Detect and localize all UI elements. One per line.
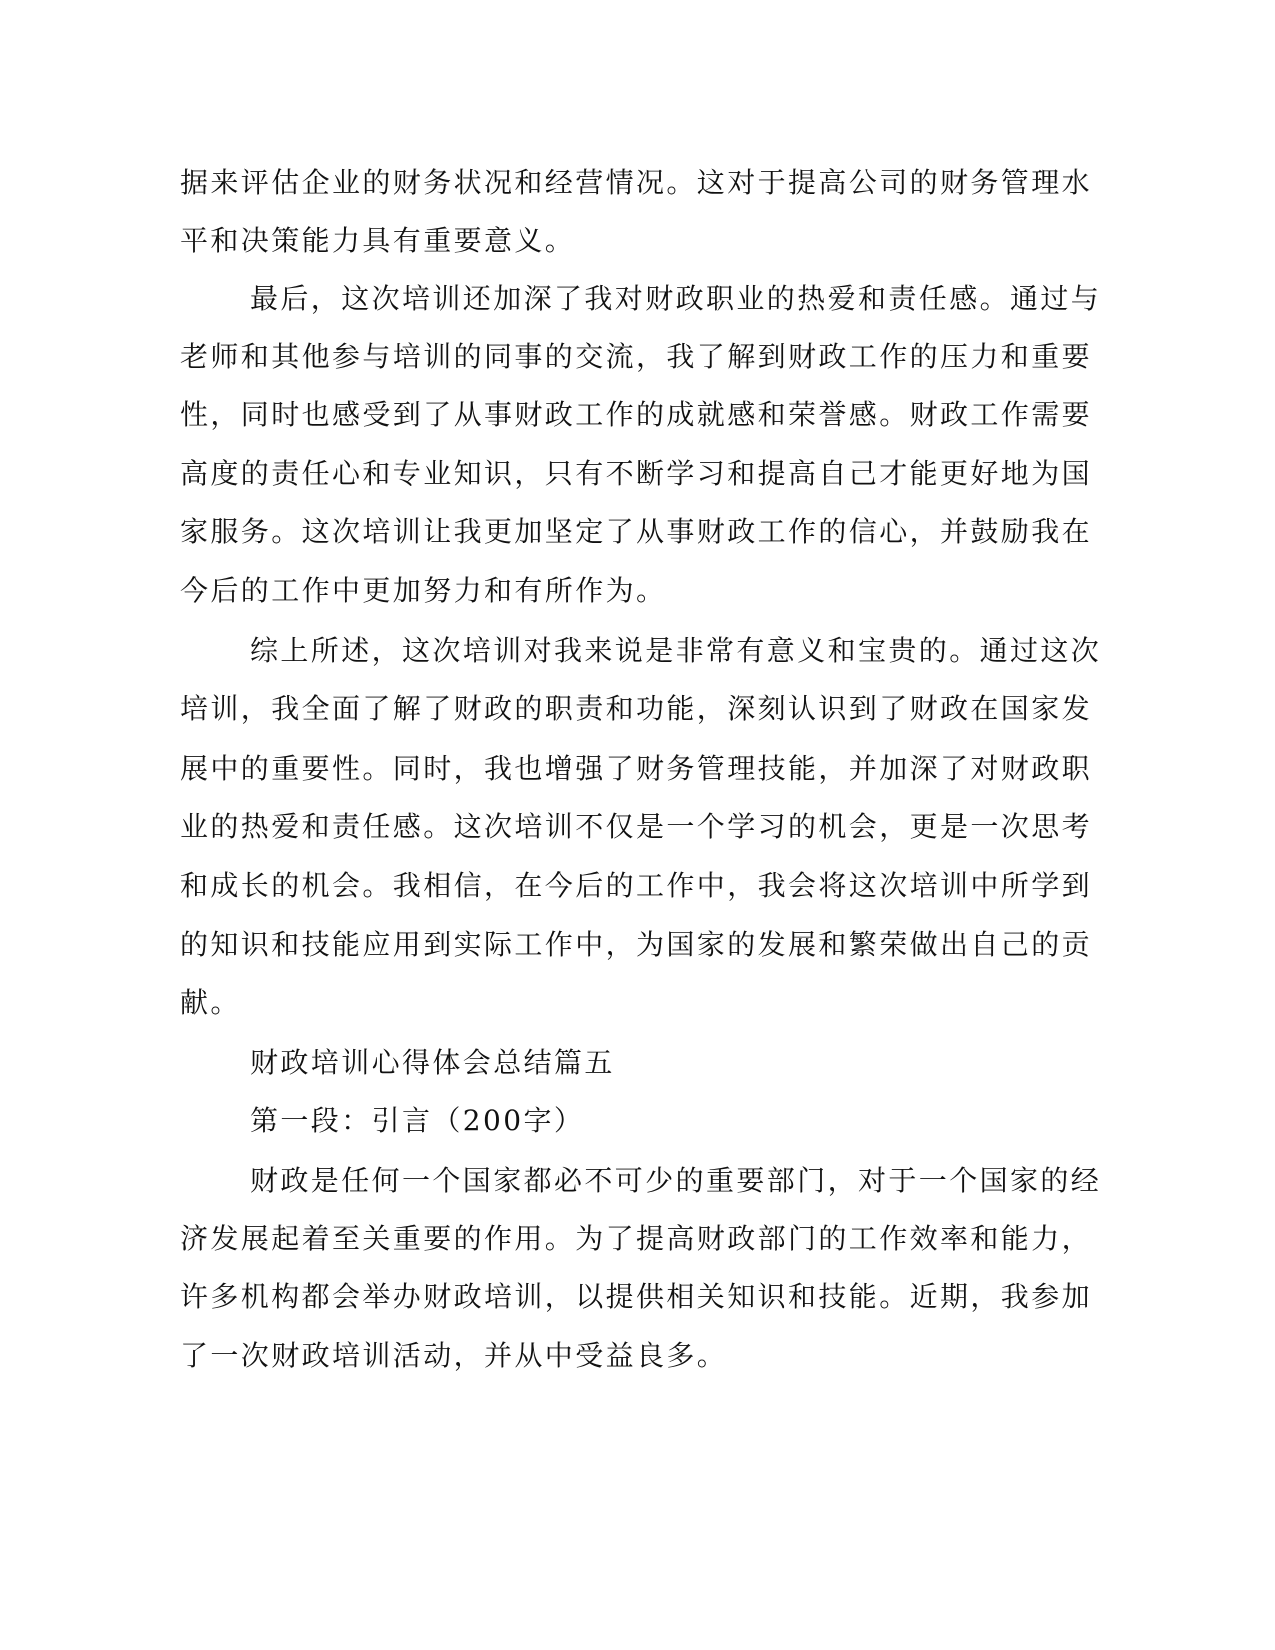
paragraph-first-line: 综上所述，这次培训对我来说是非常有意义和宝贵的。通过这次 — [250, 634, 1102, 667]
text-line: 家服务。这次培训让我更加坚定了从事财政工作的信心，并鼓励我在 — [180, 515, 1093, 548]
text-line: 的知识和技能应用到实际工作中，为国家的发展和繁荣做出自己的贡 — [180, 928, 1093, 961]
text-line: 展中的重要性。同时，我也增强了财务管理技能，并加深了对财政职 — [180, 752, 1093, 785]
text-line: 献。 — [180, 986, 241, 1019]
text-line: 了一次财政培训活动，并从中受益良多。 — [180, 1339, 728, 1372]
section-heading: 财政培训心得体会总结篇五 — [250, 1046, 615, 1079]
paragraph-first-line: 最后，这次培训还加深了我对财政职业的热爱和责任感。通过与 — [250, 282, 1102, 315]
text-line: 济发展起着至关重要的作用。为了提高财政部门的工作效率和能力， — [180, 1222, 1093, 1255]
text-line: 业的热爱和责任感。这次培训不仅是一个学习的机会，更是一次思考 — [180, 810, 1093, 843]
subsection-heading: 第一段：引言（200字） — [250, 1104, 585, 1137]
text-line: 今后的工作中更加努力和有所作为。 — [180, 574, 667, 607]
text-line: 据来评估企业的财务状况和经营情况。这对于提高公司的财务管理水 — [180, 166, 1093, 199]
text-line: 老师和其他参与培训的同事的交流，我了解到财政工作的压力和重要 — [180, 340, 1093, 373]
paragraph-first-line: 财政是任何一个国家都必不可少的重要部门，对于一个国家的经 — [250, 1164, 1102, 1197]
text-line: 许多机构都会举办财政培训，以提供相关知识和技能。近期，我参加 — [180, 1280, 1093, 1313]
text-line: 培训，我全面了解了财政的职责和功能，深刻认识到了财政在国家发 — [180, 692, 1093, 725]
text-line: 性，同时也感受到了从事财政工作的成就感和荣誉感。财政工作需要 — [180, 398, 1093, 431]
text-line: 和成长的机会。我相信，在今后的工作中，我会将这次培训中所学到 — [180, 869, 1093, 902]
text-line: 高度的责任心和专业知识，只有不断学习和提高自己才能更好地为国 — [180, 457, 1093, 490]
text-line: 平和决策能力具有重要意义。 — [180, 224, 576, 257]
